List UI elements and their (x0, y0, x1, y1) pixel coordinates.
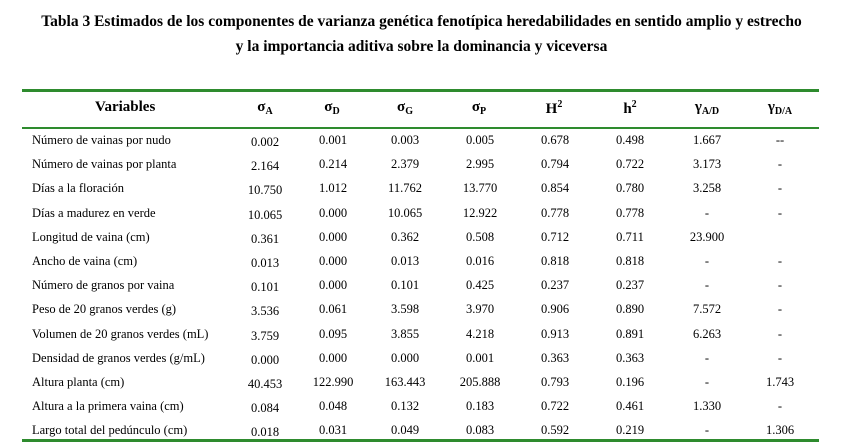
cell-gAD: 3.258 (692, 181, 722, 195)
cell-sG: 0.003 (390, 133, 420, 147)
cell-gAD: - (704, 206, 710, 220)
cell-sP: 4.218 (465, 327, 495, 341)
cell-gDA: - (777, 157, 783, 171)
cell-sD: 0.000 (318, 254, 348, 268)
cell-sA: 0.084 (250, 401, 280, 415)
row-label: Densidad de granos verdes (g/mL) (32, 351, 205, 365)
table-title-line-2: y la importancia aditiva sobre la dominancia y viceversa (235, 38, 608, 55)
cell-gAD: 1.330 (692, 399, 722, 413)
cell-sD: 0.095 (318, 327, 348, 341)
cell-sD: 1.012 (318, 181, 348, 195)
cell-gAD: 3.173 (692, 157, 722, 171)
cell-H2: 0.592 (540, 423, 570, 437)
cell-sG: 0.000 (390, 351, 420, 365)
cell-sA: 0.018 (250, 425, 280, 439)
cell-sG: 10.065 (387, 206, 423, 220)
cell-h2: 0.237 (615, 278, 645, 292)
cell-gDA: - (777, 254, 783, 268)
row-label: Altura planta (cm) (32, 375, 125, 389)
cell-h2: 0.722 (615, 157, 645, 171)
cell-h2: 0.780 (615, 181, 645, 195)
cell-h2: 0.363 (615, 351, 645, 365)
cell-h2: 0.498 (615, 133, 645, 147)
cell-sP: 2.995 (465, 157, 495, 171)
cell-gDA: -- (775, 133, 785, 147)
cell-sA: 3.759 (250, 329, 280, 343)
cell-sA: 0.361 (250, 232, 280, 246)
bottom-rule (22, 439, 819, 442)
cell-H2: 0.778 (540, 206, 570, 220)
cell-h2: 0.890 (615, 302, 645, 316)
row-label: Número de vainas por nudo (32, 133, 171, 147)
row-label: Número de vainas por planta (32, 157, 177, 171)
cell-h2: 0.711 (616, 230, 644, 244)
cell-H2: 0.913 (540, 327, 570, 341)
cell-sA: 0.000 (250, 353, 280, 367)
cell-H2: 0.722 (540, 399, 570, 413)
cell-sD: 122.990 (312, 375, 354, 389)
cell-gAD: 1.667 (692, 133, 722, 147)
cell-H2: 0.854 (540, 181, 570, 195)
table-title-line-1: Tabla 3 Estimados de los componentes de varianza genética fenotípica heredabilidades en sentido amplio y estrecho (41, 13, 802, 30)
cell-sP: 0.083 (465, 423, 495, 437)
header-rule (22, 127, 819, 129)
cell-sP: 205.888 (459, 375, 501, 389)
cell-sG: 11.762 (388, 181, 422, 195)
cell-sD: 0.214 (318, 157, 348, 171)
top-rule (22, 89, 819, 92)
cell-sP: 0.001 (465, 351, 495, 365)
row-label: Días a madurez en verde (32, 206, 156, 220)
cell-sP: 3.970 (465, 302, 495, 316)
cell-gAD: 23.900 (689, 230, 725, 244)
cell-sG: 0.362 (390, 230, 420, 244)
cell-sG: 3.855 (390, 327, 420, 341)
row-label: Volumen de 20 granos verdes (mL) (32, 327, 209, 341)
cell-sG: 3.598 (390, 302, 420, 316)
cell-H2: 0.363 (540, 351, 570, 365)
row-label: Altura a la primera vaina (cm) (32, 399, 184, 413)
cell-sA: 10.750 (247, 183, 283, 197)
cell-h2: 0.219 (615, 423, 645, 437)
cell-sP: 12.922 (462, 206, 498, 220)
header-broad-heritability: $H^2$ (545, 99, 563, 117)
header-sigma-g: $\sigma_G$ (397, 99, 413, 117)
row-label: Número de granos por vaina (32, 278, 175, 292)
cell-gAD: - (704, 278, 710, 292)
cell-gDA: - (777, 278, 783, 292)
cell-gDA: - (777, 302, 783, 316)
row-label: Largo total del pedúnculo (cm) (32, 423, 188, 437)
cell-h2: 0.461 (615, 399, 645, 413)
cell-H2: 0.678 (540, 133, 570, 147)
cell-sP: 0.508 (465, 230, 495, 244)
cell-H2: 0.237 (540, 278, 570, 292)
cell-gDA: - (777, 399, 783, 413)
cell-sD: 0.000 (318, 206, 348, 220)
header-narrow-heritability: $h^2$ (623, 99, 637, 117)
cell-h2: 0.196 (615, 375, 645, 389)
header-gamma-d-a: $\gamma_{D/A}$ (767, 99, 793, 117)
cell-sA: 2.164 (250, 159, 280, 173)
cell-sP: 0.425 (465, 278, 495, 292)
cell-gDA: 1.306 (765, 423, 795, 437)
cell-gDA: - (777, 181, 783, 195)
header-gamma-a-d: $\gamma_{A/D}$ (694, 99, 720, 117)
cell-sA: 0.101 (250, 280, 280, 294)
cell-gDA: - (777, 206, 783, 220)
cell-sP: 0.016 (465, 254, 495, 268)
cell-sG: 2.379 (390, 157, 420, 171)
row-label: Días a la floración (32, 181, 124, 195)
cell-sG: 163.443 (384, 375, 426, 389)
cell-sA: 40.453 (247, 377, 283, 391)
cell-sD: 0.000 (318, 278, 348, 292)
cell-H2: 0.794 (540, 157, 570, 171)
header-sigma-p: $\sigma_P$ (471, 99, 487, 117)
cell-sG: 0.101 (390, 278, 420, 292)
cell-sD: 0.048 (318, 399, 348, 413)
cell-sA: 10.065 (247, 208, 283, 222)
cell-H2: 0.712 (540, 230, 570, 244)
cell-sG: 0.013 (390, 254, 420, 268)
cell-gAD: - (704, 254, 710, 268)
cell-sG: 0.132 (390, 399, 420, 413)
cell-gAD: 7.572 (692, 302, 722, 316)
cell-gDA: 1.743 (765, 375, 795, 389)
cell-gDA: - (777, 351, 783, 365)
cell-sD: 0.000 (318, 230, 348, 244)
header-variables: Variables (95, 99, 156, 115)
cell-sA: 0.002 (250, 135, 280, 149)
cell-h2: 0.778 (615, 206, 645, 220)
cell-sD: 0.061 (318, 302, 348, 316)
cell-H2: 0.818 (540, 254, 570, 268)
header-sigma-d: $\sigma_D$ (324, 99, 340, 117)
header-sigma-a: $\sigma_A$ (257, 99, 273, 117)
cell-gDA: - (777, 327, 783, 341)
row-label: Longitud de vaina (cm) (32, 230, 150, 244)
cell-H2: 0.793 (540, 375, 570, 389)
cell-sG: 0.049 (390, 423, 420, 437)
cell-sD: 0.031 (318, 423, 348, 437)
cell-gAD: 6.263 (692, 327, 722, 341)
row-label: Ancho de vaina (cm) (32, 254, 138, 268)
cell-h2: 0.891 (615, 327, 645, 341)
cell-sD: 0.000 (318, 351, 348, 365)
cell-sP: 0.183 (465, 399, 495, 413)
cell-sP: 0.005 (465, 133, 495, 147)
row-label: Peso de 20 granos verdes (g) (32, 302, 177, 316)
cell-H2: 0.906 (540, 302, 570, 316)
cell-gAD: - (704, 375, 710, 389)
cell-sP: 13.770 (462, 181, 498, 195)
cell-gAD: - (704, 351, 710, 365)
cell-sD: 0.001 (318, 133, 348, 147)
cell-sA: 3.536 (250, 304, 280, 318)
cell-sA: 0.013 (250, 256, 280, 270)
cell-gAD: - (704, 423, 710, 437)
cell-h2: 0.818 (615, 254, 645, 268)
